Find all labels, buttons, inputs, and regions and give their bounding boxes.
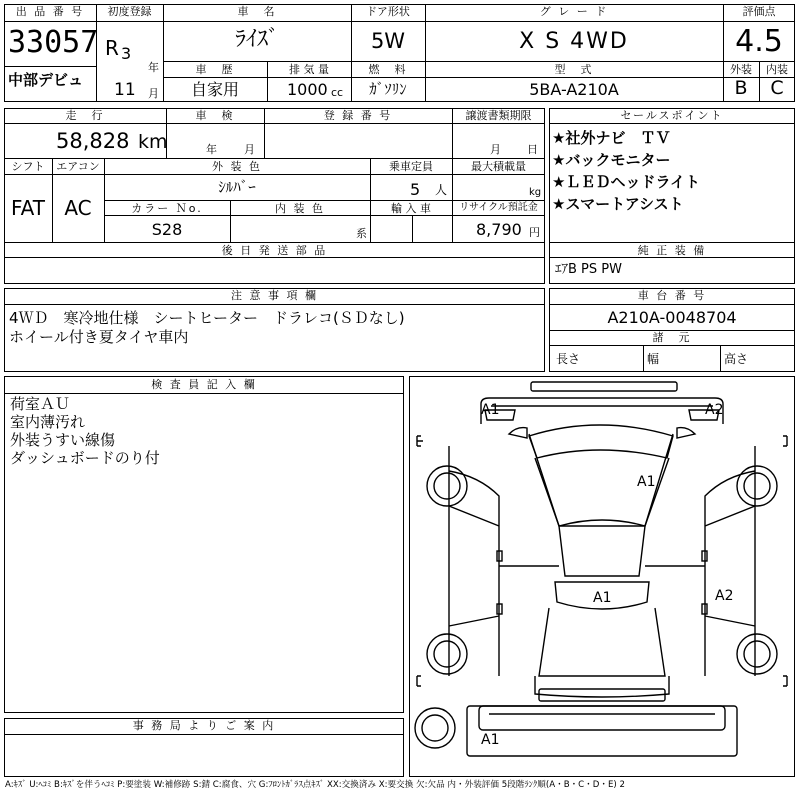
recycle-amount: 8,790 — [476, 220, 522, 239]
inspector-note-1: 荷室ＡＵ — [10, 395, 71, 413]
color-no: S28 — [151, 220, 183, 239]
caution-label: 注 意 事 項 欄 — [231, 289, 318, 302]
capacity-unit: 人 — [435, 183, 448, 197]
mileage: 58,828 — [56, 129, 130, 153]
score: 4.5 — [735, 24, 783, 59]
later-parts-label: 後 日 発 送 部 品 — [221, 244, 328, 257]
length-label: 長さ — [556, 352, 581, 366]
aircon-label: エアコン — [56, 160, 100, 173]
transfer-label: 譲渡書類期限 — [465, 109, 532, 122]
grade: X S 4WD — [519, 29, 629, 54]
exterior-grade: B — [734, 77, 748, 99]
damage-mark-rear: A1 — [481, 732, 500, 748]
damage-mark-right-side: A2 — [715, 588, 734, 604]
spec-label: 諸 元 — [652, 331, 692, 344]
era: R — [105, 36, 119, 60]
recycle-label: リサイクル預託金 — [459, 202, 538, 213]
inspector-note-2: 室内薄汚れ — [10, 413, 86, 431]
sales-point-4: ★スマートアシスト — [552, 195, 684, 213]
car-diagram — [409, 376, 795, 777]
damage-mark-hood: A1 — [637, 474, 656, 490]
model-code: 5BA-A210A — [529, 80, 619, 99]
fuel: ｶﾞｿﾘﾝ — [369, 80, 407, 98]
first-reg-label: 初度登録 — [107, 5, 152, 18]
reg-month: 11 — [114, 80, 136, 100]
reg-no-label: 登 録 番 号 — [323, 109, 393, 122]
car-name: ﾗｲｽﾞ — [234, 27, 279, 52]
office-label: 事 務 局 よ り ご 案 内 — [132, 719, 276, 732]
inspection-label: 車 検 — [195, 109, 235, 122]
sales-point-1: ★社外ナビ ＴＶ — [552, 129, 671, 147]
month-unit: 月 — [148, 87, 159, 100]
recycle-unit: 円 — [529, 226, 540, 239]
sales-point-3: ★ＬＥＤヘッドライト — [552, 173, 700, 191]
lot-number: 33057 — [8, 25, 99, 60]
inspector-note-4: ダッシュボードのり付 — [10, 449, 160, 467]
capacity-label: 乗車定員 — [389, 160, 433, 173]
car-name-label: 車 名 — [237, 5, 277, 18]
inspector-note-3: 外装うすい線傷 — [10, 431, 116, 449]
sales-point-2: ★バックモニター — [552, 151, 671, 169]
int-color-unit: 系 — [356, 227, 367, 240]
shift: FAT — [10, 196, 45, 220]
genuine-equipment: ｴｱB PS PW — [555, 262, 622, 277]
inspection-year-unit: 年 — [206, 143, 217, 156]
caution-line-1: 4ＷＤ 寒冷地仕様 シートヒーター ドラレコ(ＳＤなし) — [9, 309, 405, 327]
displacement: 1000 — [287, 80, 328, 99]
chassis-number: A210A-0048704 — [607, 308, 737, 327]
int-color-label: 内 装 色 — [275, 202, 325, 215]
lot-no-label: 出 品 番 号 — [15, 5, 85, 18]
transfer-day-unit: 日 — [527, 143, 538, 156]
grade-label: グ レ ー ド — [539, 5, 609, 18]
exterior-label: 外装 — [730, 63, 752, 76]
history: 自家用 — [190, 80, 239, 99]
color-no-label: カラー Ｎo. — [131, 202, 203, 215]
max-load-unit: kg — [529, 187, 542, 198]
door-label: ドア形状 — [366, 5, 410, 18]
interior-grade: C — [770, 77, 784, 99]
ext-color-label: 外 装 色 — [212, 160, 262, 173]
mileage-unit: km — [138, 131, 168, 153]
width-label: 幅 — [647, 352, 660, 366]
displacement-unit: cc — [331, 86, 344, 99]
aircon: AC — [64, 196, 92, 220]
fuel-label: 燃 料 — [368, 63, 408, 76]
caution-line-2: ホイール付き夏タイヤ車内 — [9, 328, 189, 346]
damage-mark-front-left: A1 — [481, 402, 500, 418]
interior-label: 内装 — [766, 63, 788, 76]
sales-point-label: セールスポイント — [620, 109, 724, 122]
debut-label: 中部デビュ — [8, 71, 84, 89]
model-label: 型 式 — [554, 63, 594, 76]
height-label: 高さ — [724, 352, 749, 366]
score-label: 評価点 — [742, 5, 776, 18]
displacement-label: 排 気 量 — [289, 63, 329, 76]
legend: A:ｷｽﾞ U:ﾍｺﾐ B:ｷｽﾞを伴うﾍｺﾐ P:要塗装 W:補修跡 S:錆 C:腐食、穴 G:ﾌﾛﾝﾄｶﾞﾗｽ点ｷｽﾞ XX:交換済み X:要交換 欠:欠品 内・外装評価 5段階ﾗﾝｸ順(A・B・C・D・E) 2 — [5, 780, 625, 790]
shift-label: シフト — [11, 160, 45, 173]
genuine-label: 純 正 装 備 — [637, 244, 707, 257]
year-unit: 年 — [148, 61, 159, 74]
history-label: 車 歴 — [195, 63, 235, 76]
reg-year: 3 — [121, 44, 132, 63]
damage-mark-front-right: A2 — [705, 402, 724, 418]
transfer-month-unit: 月 — [490, 143, 501, 156]
ext-color: ｼﾙﾊﾞｰ — [218, 178, 256, 196]
inspection-month-unit: 月 — [244, 143, 255, 156]
damage-mark-roof: A1 — [593, 590, 612, 606]
capacity: 5 — [410, 180, 421, 199]
chassis-label: 車 台 番 号 — [637, 289, 707, 302]
door-type: 5W — [370, 29, 406, 53]
max-load-label: 最大積載量 — [471, 160, 526, 173]
import-label: 輸 入 車 — [391, 202, 431, 215]
inspector-label: 検 査 員 記 入 欄 — [151, 378, 257, 391]
mileage-label: 走 行 — [65, 109, 105, 122]
